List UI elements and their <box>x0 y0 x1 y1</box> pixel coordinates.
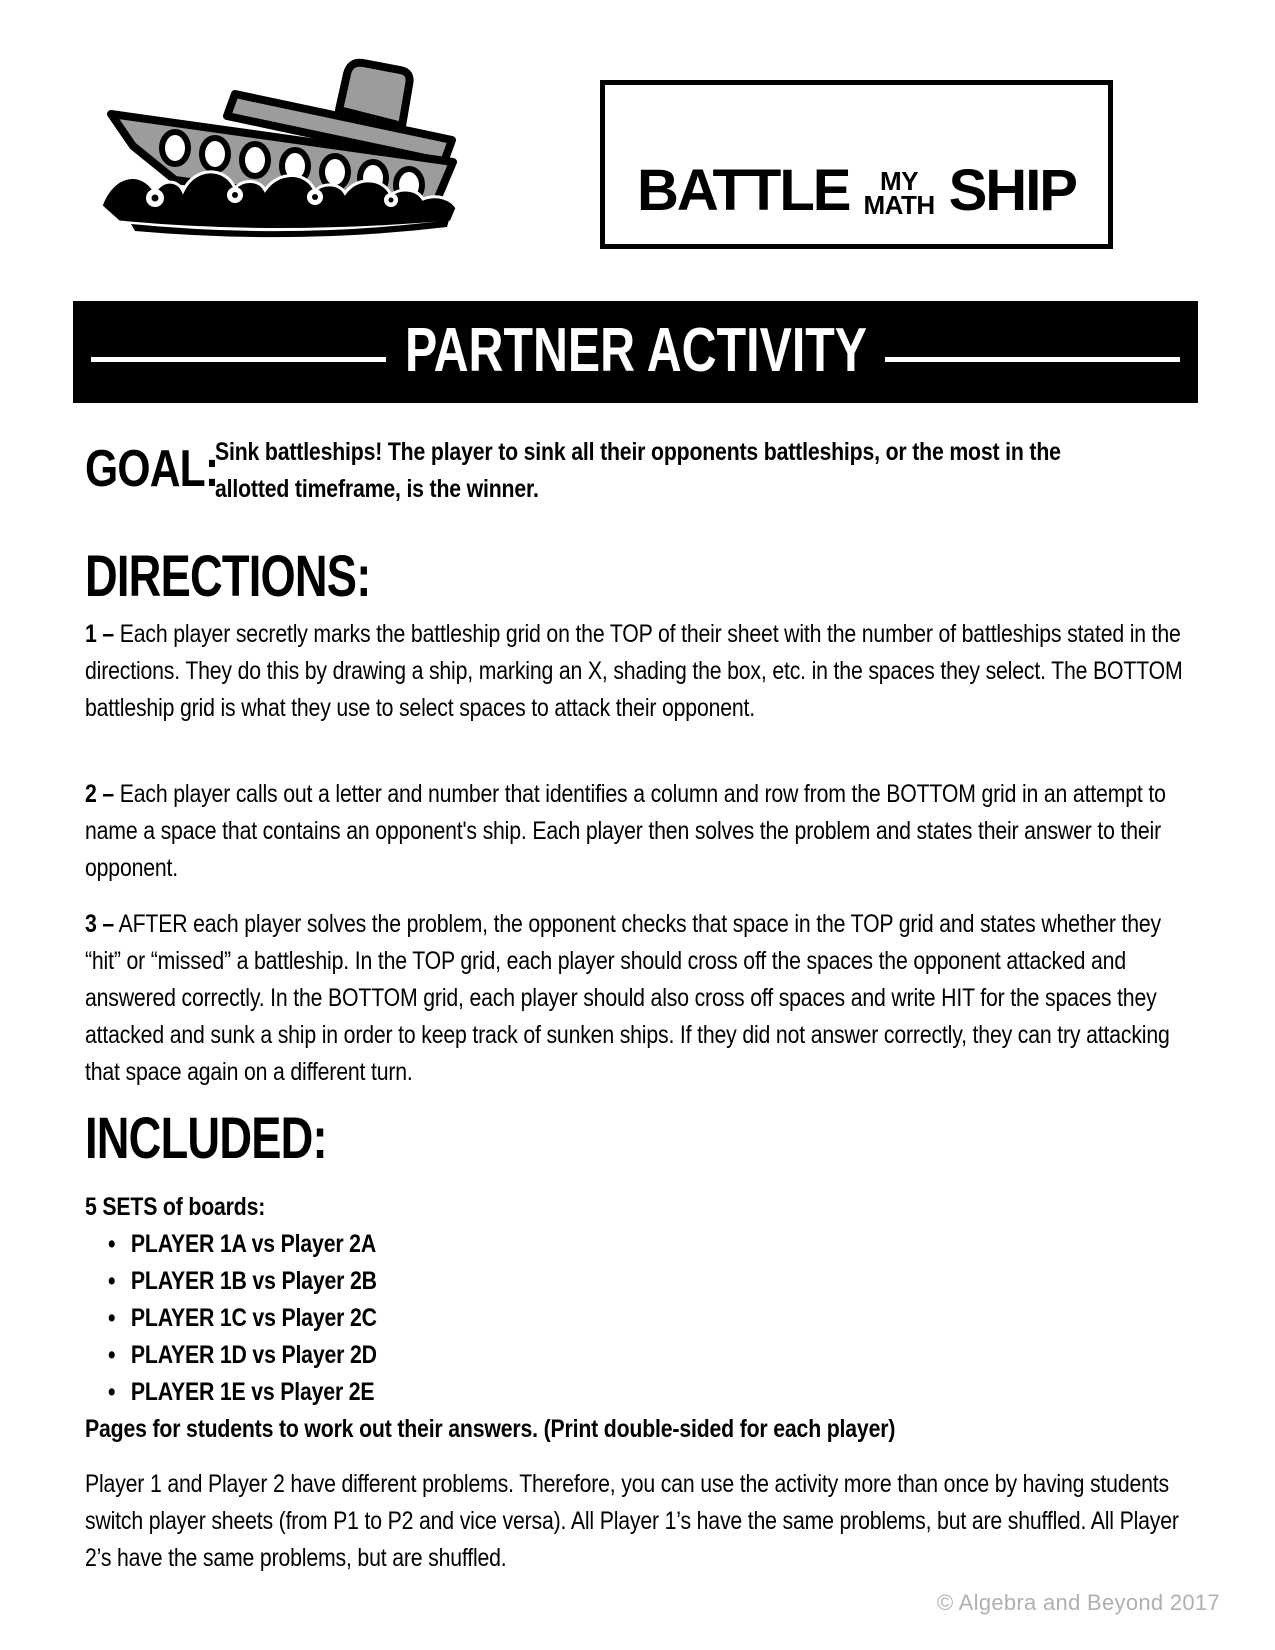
ship-illustration <box>95 48 495 238</box>
copyright-footer: © Algebra and Beyond 2017 <box>936 1590 1220 1615</box>
step-1-text: Each player secretly marks the battleship grid on the TOP of their sheet with the number of battleships stated in the directions. They do this by drawing a ship, marking an X, shading the box, etc. in the spaces they select. The BOTTOM battleship grid is what they use to select spaces to attack their opponent. <box>85 620 1183 722</box>
list-item: • PLAYER 1A vs Player 2A <box>85 1226 1185 1263</box>
list-item: • PLAYER 1D vs Player 2D <box>85 1337 1185 1374</box>
step-2-text: Each player calls out a letter and number that identifies a column and row from the BOTTOM grid in an attempt to name a space that contains an opponent's ship. Each player then solves the problem and states their answer to their opponent. <box>85 780 1166 882</box>
direction-step-3 <box>85 906 1185 1091</box>
step-3-number: 3 – <box>85 910 115 938</box>
direction-step-2 <box>85 776 1185 887</box>
pages-note: Pages for students to work out their answers. (Print double-sided for each player) <box>85 1415 896 1443</box>
logo-word-battle: BATTLE <box>637 158 850 223</box>
goal-text: Sink battleships! The player to sink all their opponents battleships, or the most in the allotted timeframe, is the winner. <box>215 438 1061 503</box>
board-sets-list <box>85 1226 1185 1411</box>
player-problems-note: Player 1 and Player 2 have different problems. Therefore, you can use the activity more than once by having students switch player sheets (from P1 to P2 and vice versa). All Player 1’s have the same problems, but are shuffled. All Player 2’s have the same problems, but are shuffled. <box>85 1470 1179 1572</box>
partner-activity-banner <box>73 301 1198 403</box>
logo-word-stack <box>863 165 935 221</box>
logo-box <box>600 80 1113 249</box>
logo-word-math: MATH <box>863 190 935 221</box>
battleship-icon <box>95 48 495 238</box>
included-heading: INCLUDED: <box>85 1106 327 1171</box>
banner-rule-left <box>91 357 386 362</box>
directions-heading: DIRECTIONS: <box>85 544 371 609</box>
sets-label: 5 SETS of boards: <box>85 1193 266 1221</box>
direction-step-1 <box>85 616 1185 727</box>
step-1-number: 1 – <box>85 620 115 648</box>
logo-word-ship: SHIP <box>948 158 1076 223</box>
step-3-text: AFTER each player solves the problem, the opponent checks that space in the TOP grid and states whether they “hit” or “missed” a battleship. In the TOP grid, each player should cross off the spaces the opponent attacked and answered correctly. In the BOTTOM grid, each player should also cross off spaces and write HIT for the spaces they attacked and sunk a ship in order to keep track of sunken ships. If they did not answer correctly, they can try attacking that space again on a different turn. <box>85 910 1170 1086</box>
list-item: • PLAYER 1E vs Player 2E <box>85 1374 1185 1411</box>
banner-title: PARTNER ACTIVITY <box>404 316 867 386</box>
step-2-number: 2 – <box>85 780 115 808</box>
list-item: • PLAYER 1B vs Player 2B <box>85 1263 1185 1300</box>
logo-word-my: MY <box>880 165 919 196</box>
goal-label: GOAL: <box>85 440 219 498</box>
list-item: • PLAYER 1C vs Player 2C <box>85 1300 1185 1337</box>
banner-rule-right <box>885 357 1180 362</box>
